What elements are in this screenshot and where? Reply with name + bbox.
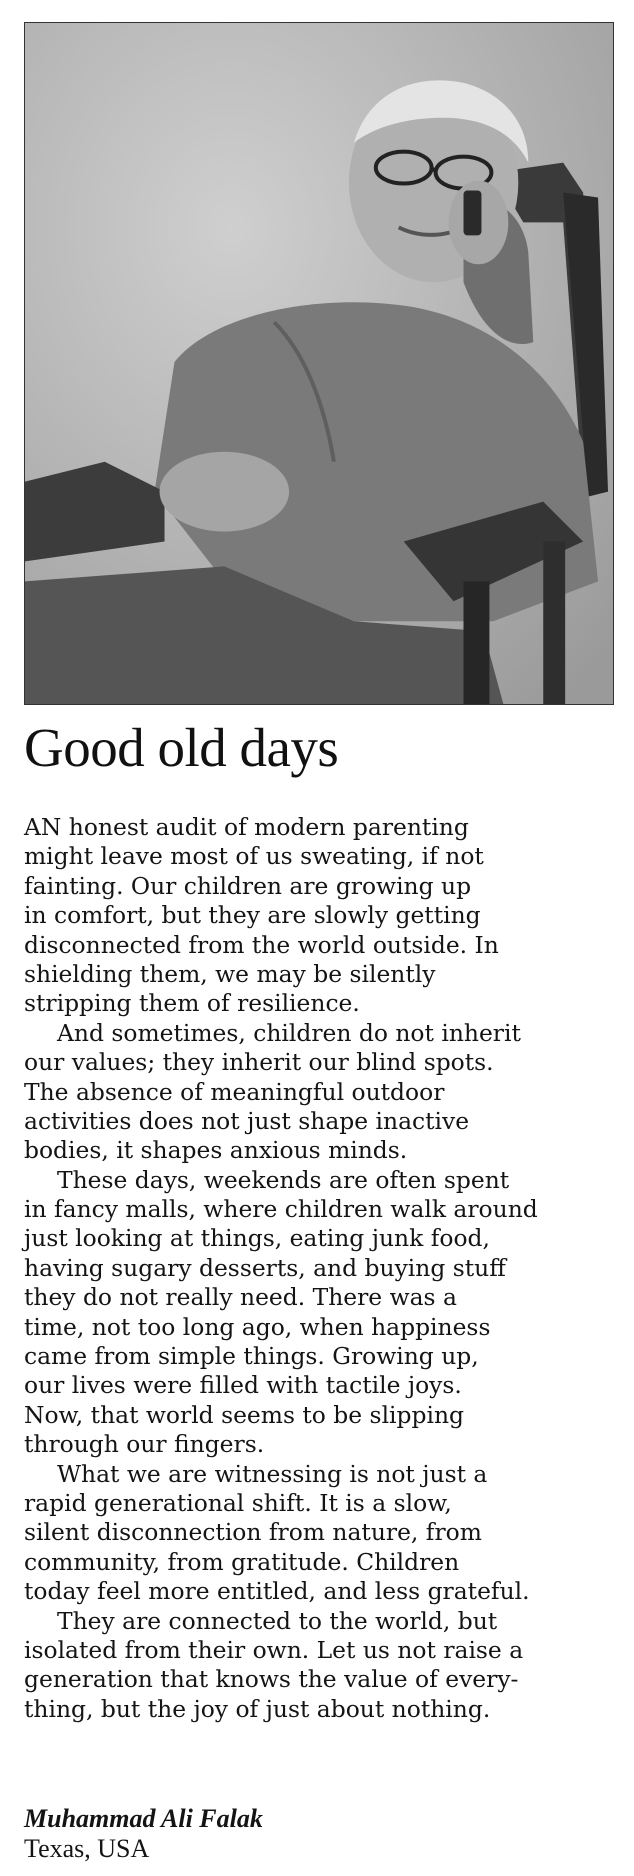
body-line: isolated from their own. Let us not raise a xyxy=(24,1635,524,1664)
body-line: rapid generational shift. It is a slow, xyxy=(24,1488,452,1517)
body-line: today feel more entitled, and less grateful. xyxy=(24,1577,530,1606)
body-line: might leave most of us sweating, if not xyxy=(24,842,484,871)
author-name: Muhammad Ali Falak xyxy=(24,1804,263,1833)
body-line: generation that knows the value of every- xyxy=(24,1665,519,1694)
body-line: our values; they inherit our blind spots. xyxy=(24,1048,494,1077)
body-line: These days, weekends are often spent xyxy=(57,1165,510,1194)
body-line: in fancy malls, where children walk around xyxy=(24,1195,538,1224)
body-line: time, not too long ago, when happiness xyxy=(24,1312,491,1341)
body-line: our lives were filled with tactile joys. xyxy=(24,1371,462,1400)
body-line: fainting. Our children are growing up xyxy=(24,871,472,900)
body-line: Now, that world seems to be slipping xyxy=(24,1400,464,1429)
body-line: community, from gratitude. Children xyxy=(24,1547,460,1576)
body-line: just looking at things, eating junk food, xyxy=(24,1224,490,1253)
body-line: What we are witnessing is not just a xyxy=(57,1459,488,1488)
body-line: they do not really need. There was a xyxy=(24,1283,457,1312)
body-line: silent disconnection from nature, from xyxy=(24,1518,482,1547)
body-line: thing, but the joy of just about nothing. xyxy=(24,1694,491,1723)
body-line: disconnected from the world outside. In xyxy=(24,930,499,959)
body-line: And sometimes, children do not inherit xyxy=(57,1018,521,1047)
body-line: bodies, it shapes anxious minds. xyxy=(24,1136,408,1165)
body-line: through our fingers. xyxy=(24,1430,265,1459)
body-line: having sugary desserts, and buying stuff xyxy=(24,1253,506,1282)
body-line: stripping them of resilience. xyxy=(24,989,360,1018)
article-body xyxy=(24,813,616,1724)
body-line: activities does not just shape inactive xyxy=(24,1106,470,1135)
author-location: Texas, USA xyxy=(24,1834,150,1863)
elderly-man-photo-illustration xyxy=(25,23,613,704)
article-headline: Good old days xyxy=(24,717,339,778)
body-line: came from simple things. Growing up, xyxy=(24,1342,479,1371)
body-line: in comfort, but they are slowly getting xyxy=(24,901,481,930)
signature-block xyxy=(24,1804,614,1864)
body-line: They are connected to the world, but xyxy=(57,1606,498,1635)
body-line: shielding them, we may be silently xyxy=(24,959,436,988)
body-line: The absence of meaningful outdoor xyxy=(24,1077,445,1106)
article-photo xyxy=(24,22,614,705)
body-line: AN honest audit of modern parenting xyxy=(24,813,469,841)
